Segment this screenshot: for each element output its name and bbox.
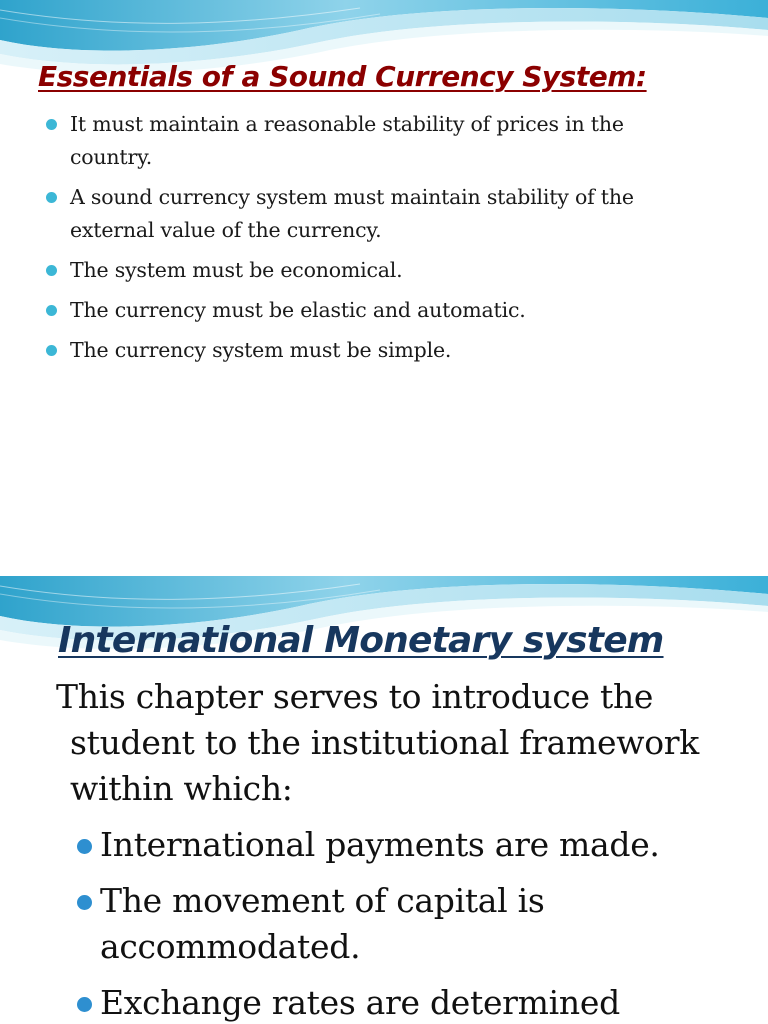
list-item: [46, 181, 736, 247]
list-item: [46, 108, 736, 174]
bullet-text-line2: accommodated.: [100, 927, 361, 966]
slide-1-bullet-list: [46, 108, 736, 374]
slide-1-title: Essentials of a Sound Currency System:: [38, 60, 647, 93]
slide-2-bullet-list: [76, 822, 756, 1024]
slide-2-intro-paragraph: [56, 674, 746, 812]
bullet-text: The currency must be elastic and automatic.: [70, 298, 526, 322]
intro-line: This chapter serves to introduce the: [56, 677, 654, 716]
bullet-dot-icon: [46, 265, 57, 276]
bullet-dot-icon: [46, 305, 57, 316]
wave-banner-icon: [0, 0, 768, 110]
list-item: [46, 294, 736, 327]
bullet-text: The currency system must be simple.: [70, 338, 452, 362]
bullet-text: International payments are made.: [100, 825, 660, 864]
bullet-text: Exchange rates are determined: [100, 983, 620, 1022]
bullet-text-line2: country.: [70, 145, 153, 169]
bullet-dot-icon: [46, 192, 57, 203]
intro-line: within which:: [70, 769, 293, 808]
bullet-dot-icon: [77, 895, 92, 910]
bullet-text-line1: The movement of capital is: [100, 881, 545, 920]
bullet-dot-icon: [46, 345, 57, 356]
bullet-dot-icon: [46, 119, 57, 130]
bullet-text-line2: external value of the currency.: [70, 218, 382, 242]
bullet-text-line1: A sound currency system must maintain stability of the: [70, 185, 634, 209]
slide-2: [0, 576, 768, 1024]
list-item: [46, 334, 736, 367]
intro-line: student to the institutional framework: [70, 723, 699, 762]
list-item: [76, 822, 756, 868]
list-item: [76, 878, 756, 970]
bullet-text-line1: It must maintain a reasonable stability of prices in the: [70, 112, 624, 136]
bullet-dot-icon: [77, 839, 92, 854]
list-item: [76, 980, 756, 1024]
bullet-text: The system must be economical.: [70, 258, 403, 282]
list-item: [46, 254, 736, 287]
slide-2-title: International Monetary system: [58, 620, 664, 661]
bullet-dot-icon: [77, 997, 92, 1012]
